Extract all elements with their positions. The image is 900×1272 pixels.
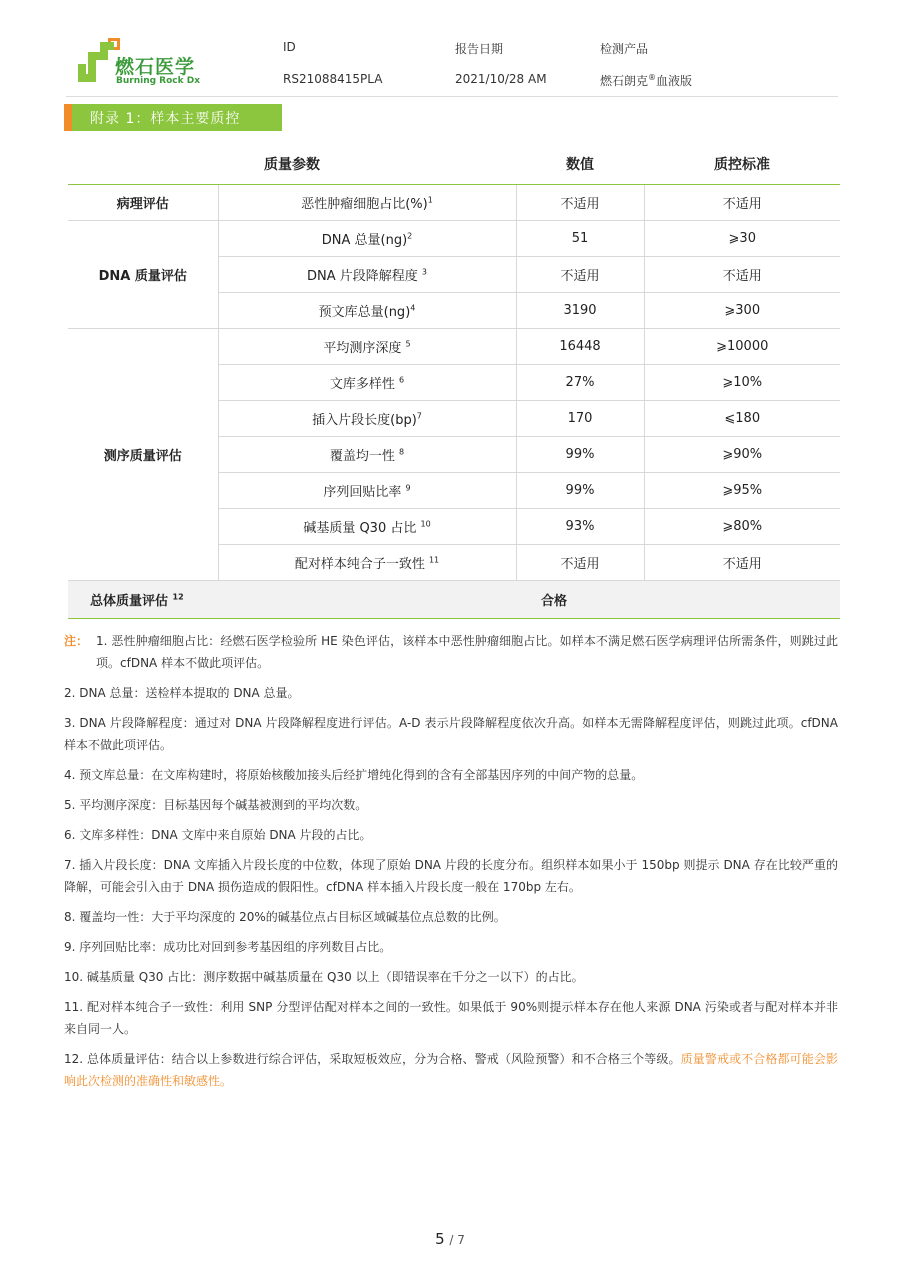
section-title-bar [64,104,282,131]
note-item: 4. 预文库总量：在文库构建时，将原始核酸加接头后经扩增纯化得到的含有全部基因序列的中间产物的总量。 [64,768,644,782]
note-item: 7. 插入片段长度：DNA 文库插入片段长度的中位数，体现了原始 DNA 片段的长度分布。组织样本如果小于 150bp 则提示 DNA 存在比较严重的降解，可能会引入由于 DNA 损伤造成的假阳性。cfDNA 样本插入片段长度一般在 170bp 左右。 [64,858,838,894]
note-item: 10. 碱基质量 Q30 占比：测序数据中碱基质量在 Q30 以上（即错误率在千分之一以下）的占比。 [64,970,584,984]
note-item: 8. 覆盖均一性：大于平均深度的 20%的碱基位点占目标区域碱基位点总数的比例。 [64,910,506,924]
section-accent [64,104,72,131]
report-header [0,0,900,100]
overall-quality-row [68,581,840,619]
page-number: 5 [435,1230,445,1248]
product-label: 检测产品 [600,42,649,56]
param-cell: 碱基质量 Q30 占比 $^{10}$ [218,509,516,545]
value-cell: 170 [516,401,644,437]
report-date-label: 报告日期 [455,42,504,56]
standard-cell: ⩾95% [644,473,840,509]
param-cell: 恶性肿瘤细胞占比(%)$^1$ [218,185,516,221]
param-cell: DNA 片段降解程度 $^3$ [218,257,516,293]
param-cell: 插入片段长度(bp)$^7$ [218,401,516,437]
standard-cell: 不适用 [644,257,840,293]
note-item: 11. 配对样本纯合子一致性：利用 SNP 分型评估配对样本之间的一致性。如果低于 90%则提示样本存在他人来源 DNA 污染或者与配对样本并非来自同一人。 [64,1000,838,1036]
param-cell: 平均测序深度 $^5$ [218,329,516,365]
value-cell: 16448 [516,329,644,365]
page-total: / 7 [449,1233,465,1247]
table-header-row [68,143,840,185]
param-cell: DNA 总量(ng)$^2$ [218,221,516,257]
value-cell: 99% [516,437,644,473]
product-name: 燃石朗克 [600,74,649,88]
note-item: 5. 平均测序深度：目标基因每个碱基被测到的平均次数。 [64,798,368,812]
company-logo [78,36,208,86]
product-value [600,72,692,89]
logo-english-text: Burning Rock Dx [116,76,201,86]
section-title: 附录 1：样本主要质控 [90,111,241,127]
standard-cell: ⩾30 [644,221,840,257]
note-item: 12. 总体质量评估：结合以上参数进行综合评估，采取短板效应，分为合格、警戒（风险预警）和不合格三个等级。质量警戒或不合格都可能会影响此次检测的准确性和敏感性。 [64,1052,838,1088]
overall-label: 总体质量评估 $^{12}$ [68,581,516,619]
value-cell: 不适用 [516,185,644,221]
note-item: 6. 文库多样性：DNA 文库中来自原始 DNA 片段的占比。 [64,828,372,842]
table-row [68,185,840,221]
overall-value: 合格 [516,581,840,619]
note-item: 9. 序列回贴比率：成功比对回到参考基因组的序列数目占比。 [64,940,392,954]
value-cell: 不适用 [516,257,644,293]
standard-cell: ⩾10% [644,365,840,401]
group-sequencing: 测序质量评估 [68,329,218,581]
value-cell: 27% [516,365,644,401]
notes-section [64,630,838,1100]
standard-cell: ⩽180 [644,401,840,437]
header-standard: 质控标准 [644,143,840,185]
param-cell: 覆盖均一性 $^8$ [218,437,516,473]
value-cell: 99% [516,473,644,509]
value-cell: 51 [516,221,644,257]
param-cell: 文库多样性 $^6$ [218,365,516,401]
quality-control-table [68,143,840,619]
report-date-value: 2021/10/28 AM [455,72,547,86]
standard-cell: ⩾10000 [644,329,840,365]
group-dna: DNA 质量评估 [68,221,218,329]
group-pathology: 病理评估 [68,185,218,221]
id-label: ID [283,40,296,54]
param-cell: 配对样本纯合子一致性 $^{11}$ [218,545,516,581]
note-highlight: 质量警戒或不合格都可能会影响此次检测的准确性和敏感性。 [64,1052,838,1088]
param-cell: 预文库总量(ng)$^4$ [218,293,516,329]
table-row [68,221,840,257]
standard-cell: 不适用 [644,545,840,581]
param-cell: 序列回贴比率 $^9$ [218,473,516,509]
table-row [68,329,840,365]
product-suffix: 血液版 [656,74,693,88]
header-value: 数值 [516,143,644,185]
notes-label: 注： [64,634,89,648]
standard-cell: ⩾80% [644,509,840,545]
value-cell: 3190 [516,293,644,329]
note-item: 1. 恶性肿瘤细胞占比：经燃石医学检验所 HE 染色评估，该样本中恶性肿瘤细胞占比。如样本不满足燃石医学病理评估所需条件，则跳过此项。cfDNA 样本不做此项评估。 [96,634,838,670]
header-divider [66,96,838,97]
registered-mark: ® [648,73,657,82]
standard-cell: ⩾90% [644,437,840,473]
standard-cell: ⩾300 [644,293,840,329]
value-cell: 不适用 [516,545,644,581]
logo-chinese-text: 燃石医学 [115,56,196,78]
value-cell: 93% [516,509,644,545]
page-footer [0,1230,900,1248]
header-param: 质量参数 [68,143,516,185]
standard-cell: 不适用 [644,185,840,221]
note-item: 3. DNA 片段降解程度：通过对 DNA 片段降解程度进行评估。A-D 表示片段降解程度依次升高。如样本无需降解程度评估，则跳过此项。cfDNA 样本不做此项评估。 [64,716,838,752]
id-value: RS21088415PLA [283,72,383,86]
note-item: 2. DNA 总量：送检样本提取的 DNA 总量。 [64,686,300,700]
